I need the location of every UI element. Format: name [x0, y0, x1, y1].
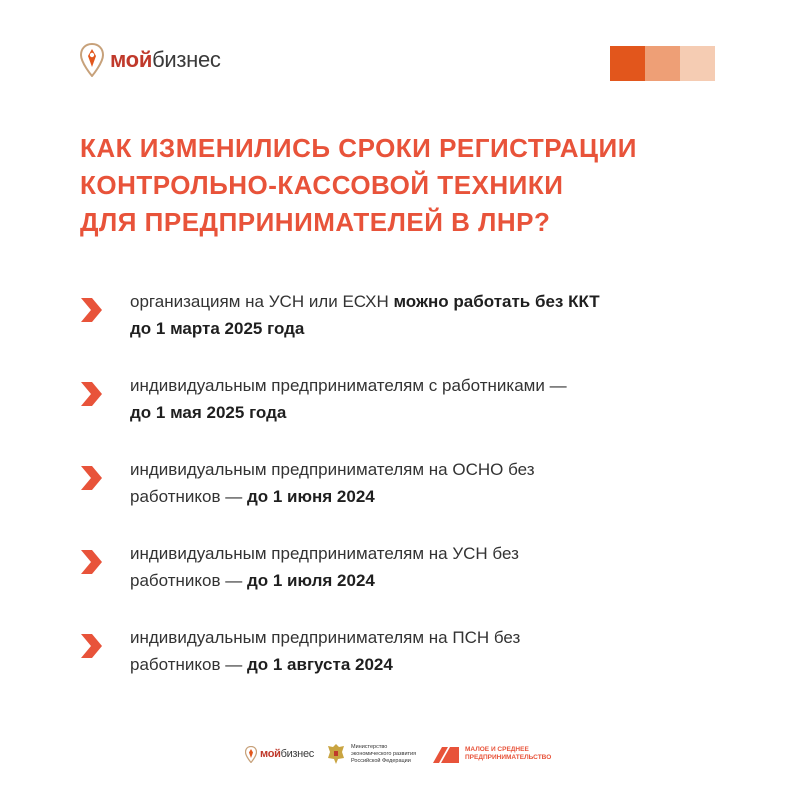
brand-part1: мой: [110, 47, 153, 72]
list-item-text: [130, 456, 535, 510]
list-item: [78, 624, 758, 708]
decor-square-3: [680, 46, 715, 81]
decor-square-1: [610, 46, 645, 81]
list-item-text: [130, 372, 567, 426]
pin-logo-icon: [80, 43, 104, 77]
brand-part2: бизнес: [152, 47, 221, 72]
chevron-right-icon: [78, 464, 104, 492]
item-text: работников —: [130, 571, 247, 590]
chevron-right-icon: [78, 296, 104, 324]
list-item: [78, 288, 758, 372]
item-deadline: до 1 августа 2024: [246, 655, 393, 674]
footer-brand-part1: мой: [260, 748, 281, 760]
pin-logo-icon: [245, 746, 257, 763]
title-line-1: КАК ИЗМЕНИЛИСЬ СРОКИ РЕГИСТРАЦИИ: [80, 133, 637, 163]
ministry-name: [351, 744, 416, 765]
brand-wordmark: [110, 49, 221, 71]
item-text: индивидуальным предпринимателям на ПСН без: [130, 628, 521, 647]
deadline-list: [78, 288, 758, 708]
ministry-line: Министерство: [351, 743, 388, 750]
footer-brand-logo: [245, 746, 314, 763]
item-text: организациям на УСН или ЕСХН: [130, 292, 394, 311]
item-text: индивидуальным предпринимателям с работниками —: [130, 376, 567, 395]
page-title: [80, 130, 740, 241]
ministry-line: экономического развития: [351, 750, 417, 757]
item-deadline: до 1 марта 2025 года: [130, 319, 305, 338]
list-item-text: [130, 540, 519, 594]
item-text: индивидуальным предпринимателям на ОСНО без: [130, 460, 535, 479]
chevron-right-icon: [78, 548, 104, 576]
list-item: [78, 372, 758, 456]
coat-of-arms-icon: [326, 742, 346, 766]
footer-brand-part2: бизнес: [280, 748, 314, 760]
item-text: работников —: [130, 487, 247, 506]
ministry-line: Российской Федерации: [351, 757, 411, 764]
list-item-text: [130, 624, 520, 678]
msp-line: МАЛОЕ И СРЕДНЕЕ: [465, 746, 529, 753]
title-line-3: ДЛЯ ПРЕДПРИНИМАТЕЛЕЙ В ЛНР?: [80, 207, 551, 237]
msp-line: ПРЕДПРИНИМАТЕЛЬСТВО: [465, 754, 552, 761]
chevron-right-icon: [78, 632, 104, 660]
item-deadline: до 1 июня 2024: [246, 487, 375, 506]
item-deadline: до 1 июля 2024: [246, 571, 375, 590]
item-deadline: до 1 мая 2025 года: [130, 403, 287, 422]
list-item-text: [130, 288, 600, 342]
item-text: работников —: [130, 655, 247, 674]
list-item: [78, 456, 758, 540]
msp-logo: [432, 743, 551, 765]
ministry-logo: [326, 742, 416, 766]
chevron-right-icon: [78, 380, 104, 408]
decor-squares: [610, 46, 715, 81]
item-text: индивидуальным предпринимателям на УСН без: [130, 544, 519, 563]
footer-logos: [0, 738, 800, 778]
title-line-2: КОНТРОЛЬНО-КАССОВОЙ ТЕХНИКИ: [80, 170, 564, 200]
brand-logo: [80, 40, 221, 80]
list-item: [78, 540, 758, 624]
item-bold-text: можно работать без ККТ: [393, 292, 600, 311]
decor-square-2: [645, 46, 680, 81]
msp-logo-icon: [432, 743, 460, 765]
msp-name: [465, 746, 551, 762]
